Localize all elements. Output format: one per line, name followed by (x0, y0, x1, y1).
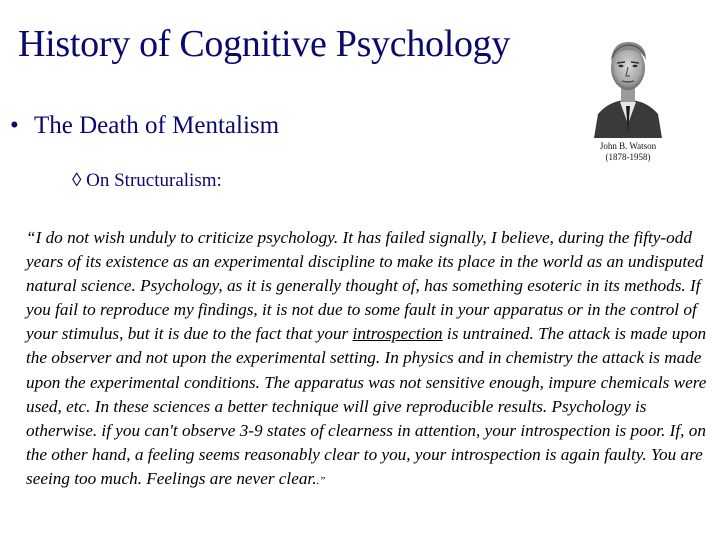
portrait-name: John B. Watson (599, 141, 657, 151)
quote-text-part2: is untrained. The attack is made upon the observer and not upon the experimental setting. In physics and in chemistry the attack is made upon the experimental conditions. The apparatus was not sensitive enough, impure chemicals were used, etc. In these sciences a better technique will give reproducible results. Psychology is otherwise. if you can't observe 3-9 states of clearness in attention, your introspection is poor. If, on the other hand, a feeling seems reasonably clear to you, your introspection is again faulty. You are seeing too much. Feelings are never clear. (26, 324, 707, 488)
bullet-marker: • (10, 112, 19, 139)
sub-point-text: On Structuralism: (86, 170, 222, 191)
watson-portrait (592, 34, 664, 138)
watson-quote (26, 226, 714, 493)
slide-title: History of Cognitive Psychology (18, 23, 511, 65)
quote-open-mark: “ (26, 228, 36, 247)
bullet-point (10, 112, 279, 140)
diamond-bullet-icon: ◊ (72, 170, 82, 191)
bullet-text: The Death of Mentalism (34, 112, 280, 139)
portrait-caption (580, 141, 676, 163)
portrait-years: (1878-1958) (605, 152, 651, 162)
quote-close-mark: .” (316, 474, 326, 487)
quote-text-part1: I do not wish unduly to criticize psychology. It has failed signally, I believe, during the fifty-odd years of its existence as an experimental discipline to make its place in the world as an undisputed natural science. Psychology, as it is generally thought of, has something esoteric in its methods. If you fail to reproduce my findings, it is not due to some fault in your apparatus or in the control of your stimulus, but it is due to the fact that your (26, 228, 704, 344)
sub-point (72, 170, 222, 192)
quote-underlined-word: introspection (352, 324, 443, 344)
